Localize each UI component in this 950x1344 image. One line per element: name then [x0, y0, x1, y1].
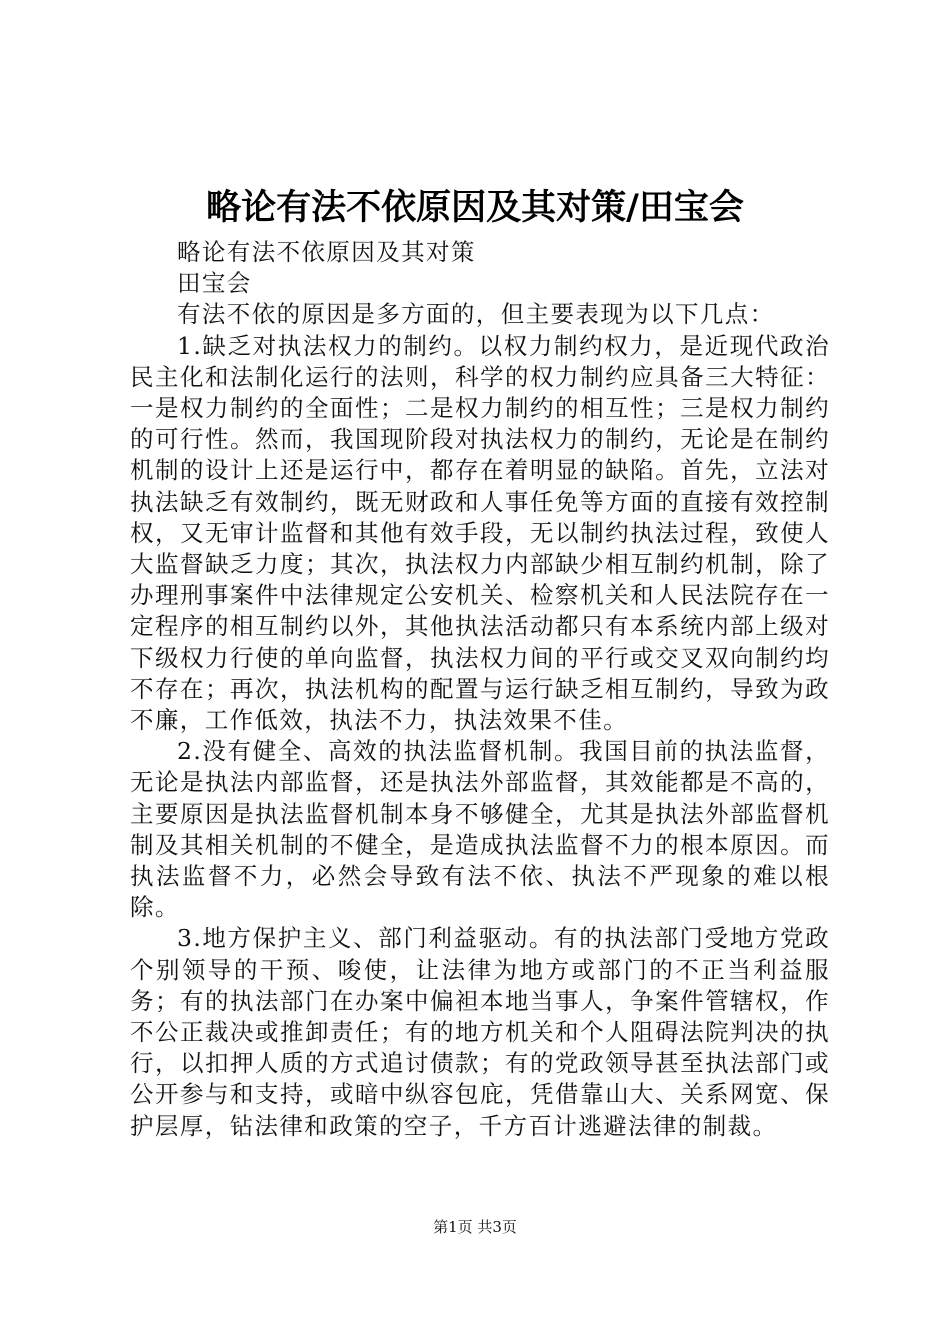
point-1-paragraph: 1.缺乏对执法权力的制约。以权力制约权力，是近现代政治民主化和法制化运行的法则，科学的权力制约应具备三大特征：一是权力制约的全面性；二是权力制约的相互性；三是权力制约的可行性。然而，我国现阶段对执法权力的制约，无论是在制约机制的设计上还是运行中，都存在着明显的缺陷。首先，立法对执法缺乏有效制约，既无财政和人事任免等方面的直接有效控制权，又无审计监督和其他有效手段，无以制约执法过程，致使人大监督缺乏力度；其次，执法权力内部缺少相互制约机制，除了办理刑事案件中法律规定公安机关、检察机关和人民法院存在一定程序的相互制约以外，其他执法活动都只有本系统内部上级对下级权力行使的单向监督，执法权力间的平行或交叉双向制约均不存在；再次，执法机构的配置与运行缺乏相互制约，导致为政不廉，工作低效，执法不力，执法效果不佳。	[130, 331, 830, 735]
point-3-paragraph: 3.地方保护主义、部门利益驱动。有的执法部门受地方党政个别领导的干预、唆使，让法律为地方或部门的不正当利益服务；有的执法部门在办案中偏袒本地当事人，争案件管辖权，作不公正裁决或推卸责任；有的地方机关和个人阻碍法院判决的执行，以扣押人质的方式追讨债款；有的党政领导甚至执法部门或公开参与和支持，或暗中纵容包庇，凭借靠山大、关系网宽、保护层厚，钻法律和政策的空子，千方百计逃避法律的制裁。	[130, 924, 830, 1140]
point-2-paragraph: 2.没有健全、高效的执法监督机制。我国目前的执法监督，无论是执法内部监督，还是执法外部监督，其效能都是不高的，主要原因是执法监督机制本身不够健全，尤其是执法外部监督机制及其相关机制的不健全，是造成执法监督不力的根本原因。而执法监督不力，必然会导致有法不依、执法不严现象的难以根除。	[130, 737, 830, 922]
intro-paragraph: 有法不依的原因是多方面的，但主要表现为以下几点：	[177, 300, 775, 329]
page-footer: 第1页 共3页	[433, 1218, 517, 1236]
document-body	[130, 237, 830, 1142]
author-paragraph: 田宝会	[177, 269, 252, 298]
document-title: 略论有法不依原因及其对策/田宝会	[206, 188, 744, 228]
subtitle-paragraph: 略论有法不依原因及其对策	[177, 238, 476, 266]
